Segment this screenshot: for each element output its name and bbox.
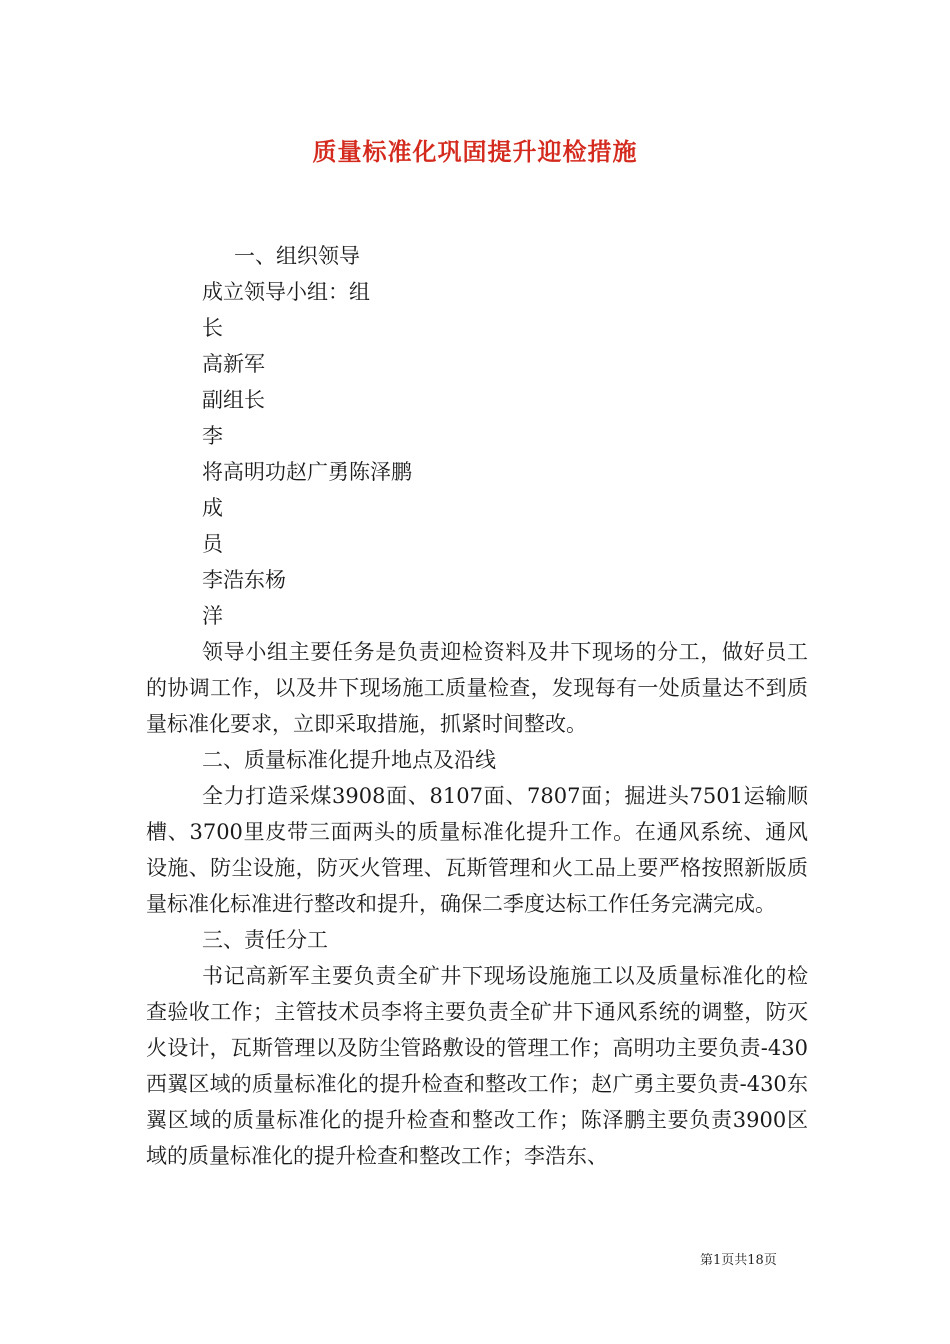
text-line: 李浩东杨 [202,568,286,592]
text-line: 洋 [202,604,223,628]
text-line: 长 [202,316,223,340]
paragraph-leadership-tasks: 领导小组主要任务是负责迎检资料及井下现场的分工，做好员工的协调工作，以及井下现场施工质量检查，发现每有一处质量达不到质量标准化要求，立即采取措施，抓紧时间整改。 [146,640,808,736]
text-line: 高新军 [202,352,265,376]
section-heading-locations: 二、质量标准化提升地点及沿线 [202,748,496,772]
text-line: 李 [202,424,223,448]
text-line: 副组长 [202,388,265,412]
text-line: 将高明功赵广勇陈泽鹏 [202,460,412,484]
document-body [146,238,808,1174]
document-title: 质量标准化巩固提升迎检措施 [312,138,638,166]
section-heading-organization: 一、组织领导 [234,244,360,268]
paragraph-responsibilities: 书记高新军主要负责全矿井下现场设施施工以及质量标准化的检查验收工作；主管技术员李将主要负责全矿井下通风系统的调整，防灭火设计，瓦斯管理以及防尘管路敷设的管理工作；高明功主要负责-430西翼区域的质量标准化的提升检查和整改工作；赵广勇主要负责-430东翼区域的质量标准化的提升检查和整改工作；陈泽鹏主要负责3900区域的质量标准化的提升检查和整改工作；李浩东、 [146,964,808,1168]
paragraph-locations: 全力打造采煤3908面、8107面、7807面；掘进头7501运输顺槽、3700里皮带三面两头的质量标准化提升工作。在通风系统、通风设施、防尘设施，防灭火管理、瓦斯管理和火工品上要严格按照新版质量标准化标准进行整改和提升，确保二季度达标工作任务完满完成。 [146,784,808,916]
section-heading-responsibilities: 三、责任分工 [202,928,328,952]
text-line: 员 [202,532,223,556]
text-line: 成立领导小组：组 [202,280,370,304]
page-number-footer: 第1页共18页 [700,1253,777,1268]
text-line: 成 [202,496,223,520]
